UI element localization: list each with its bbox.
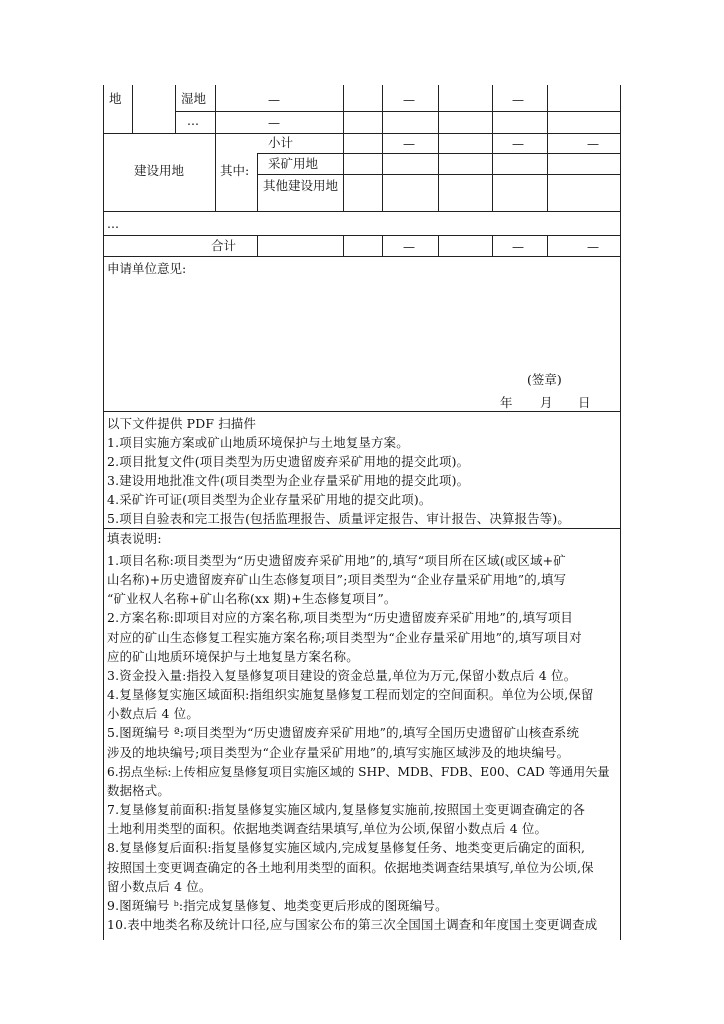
instruction-line: 1.项目名称:项目类型为“历史遗留废弃采矿用地”的,填写“项目所在区域(或区域+矿 bbox=[107, 553, 566, 568]
dash-cell: — bbox=[403, 137, 415, 151]
file-item: 5.项目自验表和完工报告(包括监理报告、质量评定报告、审计报告、决算报告等)。 bbox=[107, 511, 570, 526]
row-line bbox=[103, 256, 620, 257]
land-class-cell: 地 bbox=[109, 91, 122, 106]
files-heading: 以下文件提供 PDF 扫描件 bbox=[107, 416, 257, 431]
table-border-right bbox=[620, 85, 621, 940]
instruction-line: 8.复垦修复后面积:指复垦修复实施区域内,完成复垦修复任务、地类变更后确定的面积, bbox=[107, 840, 586, 855]
dash-cell: — bbox=[587, 137, 599, 151]
file-item: 3.建设用地批准文件(项目类型为企业存量采矿用地的提交此项)。 bbox=[107, 473, 470, 488]
other-construction-label: 其他建设用地 bbox=[263, 178, 339, 193]
section-divider bbox=[103, 528, 620, 529]
instruction-line: 6.拐点坐标:上传相应复垦修复项目实施区域的 SHP、MDB、FDB、E00、CAD 等通用矢量 bbox=[107, 765, 610, 779]
instruction-line: 10.表中地类名称及统计口径,应与国家公布的第三次全国国土调查和年度国土变更调查成 bbox=[107, 917, 598, 932]
seal-label: (签章) bbox=[527, 372, 562, 387]
col-line bbox=[343, 85, 344, 211]
col-line bbox=[547, 235, 548, 256]
mining-land-label: 采矿用地 bbox=[268, 156, 319, 171]
instruction-line: 9.图斑编号 ᵇ:指完成复垦修复、地类变更后形成的图斑编号。 bbox=[107, 898, 448, 913]
dash-cell: — bbox=[268, 93, 280, 107]
instructions-heading: 填表说明: bbox=[107, 531, 162, 546]
instruction-line: 山名称)+历史遗留废弃矿山生态修复项目”;项目类型为“企业存量采矿用地”的,填写 bbox=[107, 572, 567, 587]
instruction-line: 留小数点后 4 位。 bbox=[107, 879, 212, 894]
col-line bbox=[257, 153, 258, 211]
opinion-label: 申请单位意见: bbox=[107, 261, 187, 276]
instruction-line: 3.资金投入量:指投入复垦修复项目建设的资金总量,单位为万元,保留小数点后 4 位。 bbox=[107, 668, 577, 683]
construction-land-label: 建设用地 bbox=[134, 163, 185, 178]
instruction-line: 小数点后 4 位。 bbox=[107, 706, 199, 721]
dash-cell: — bbox=[403, 93, 415, 107]
col-line bbox=[438, 235, 439, 256]
row-line bbox=[103, 235, 620, 236]
table-border-left bbox=[103, 85, 104, 940]
day-label: 日 bbox=[578, 395, 591, 410]
col-line bbox=[382, 235, 383, 256]
instruction-line: 5.图斑编号 ª:项目类型为“历史遗留废弃采矿用地”的,填写全国历史遗留矿山核查系统 bbox=[107, 725, 580, 740]
col-line bbox=[215, 85, 216, 133]
row-line bbox=[175, 111, 620, 112]
ellipsis-label: ... bbox=[187, 113, 199, 128]
instruction-line: 应的矿山地质环境保护与土地复垦方案名称。 bbox=[107, 649, 359, 664]
file-item: 2.项目批复文件(项目类型为历史遗留废弃采矿用地的提交此项)。 bbox=[107, 454, 470, 469]
instruction-line: 涉及的地块编号;项目类型为“企业存量采矿用地”的,填写实施区域涉及的地块编号。 bbox=[107, 745, 570, 760]
section-divider bbox=[103, 411, 620, 412]
instruction-line: 7.复垦修复前面积:指复垦修复实施区域内,复垦修复实施前,按照国土变更调查确定的各 bbox=[107, 802, 586, 817]
col-line bbox=[547, 85, 548, 211]
col-line bbox=[257, 235, 258, 256]
file-item: 4.采矿许可证(项目类型为企业存量采矿用地的提交此项)。 bbox=[107, 492, 432, 507]
dash-cell: — bbox=[403, 240, 415, 254]
row-line bbox=[103, 211, 620, 212]
col-line bbox=[438, 85, 439, 211]
wetland-label: 湿地 bbox=[181, 91, 207, 106]
year-label: 年 bbox=[500, 395, 513, 410]
dash-cell: — bbox=[512, 93, 524, 107]
instruction-line: 土地利用类型的面积。依据地类调查结果填写,单位为公顷,保留小数点后 4 位。 bbox=[107, 821, 548, 836]
subtotal-label: 小计 bbox=[268, 135, 294, 150]
file-item: 1.项目实施方案或矿山地质环境保护与土地复垦方案。 bbox=[107, 435, 409, 450]
row-line bbox=[103, 133, 620, 134]
instruction-line: 数据格式。 bbox=[107, 783, 170, 798]
dash-cell: — bbox=[587, 240, 599, 254]
ellipsis-row: ... bbox=[107, 216, 119, 231]
col-line bbox=[215, 133, 216, 211]
dash-cell: — bbox=[512, 137, 524, 151]
instruction-line: 按照国土变更调查确定的各土地利用类型的面积。依据地类调查结果填写,单位为公顷,保 bbox=[107, 860, 594, 875]
instruction-line: “矿业权人名称+矿山名称(xx 期)+生态修复项目”。 bbox=[107, 591, 397, 606]
col-line bbox=[132, 85, 133, 133]
col-line bbox=[492, 235, 493, 256]
col-line bbox=[492, 85, 493, 211]
col-line bbox=[175, 85, 176, 133]
instruction-line: 对应的矿山生态修复工程实施方案名称;项目类型为“企业存量采矿用地”的,填写项目对 bbox=[107, 630, 582, 645]
col-line bbox=[343, 235, 344, 256]
dash-cell: — bbox=[512, 240, 524, 254]
instruction-line: 4.复垦修复实施区域面积:指组织实施复垦修复工程而划定的空间面积。单位为公顷,保留 bbox=[107, 687, 594, 702]
total-label: 合计 bbox=[211, 238, 237, 253]
col-line bbox=[382, 85, 383, 211]
month-label: 月 bbox=[540, 395, 553, 410]
dash-cell: — bbox=[268, 116, 280, 130]
qizhong-label: 其中: bbox=[220, 163, 250, 178]
instruction-line: 2.方案名称:即项目对应的方案名称,项目类型为“历史遗留废弃采矿用地”的,填写项目 bbox=[107, 610, 574, 625]
